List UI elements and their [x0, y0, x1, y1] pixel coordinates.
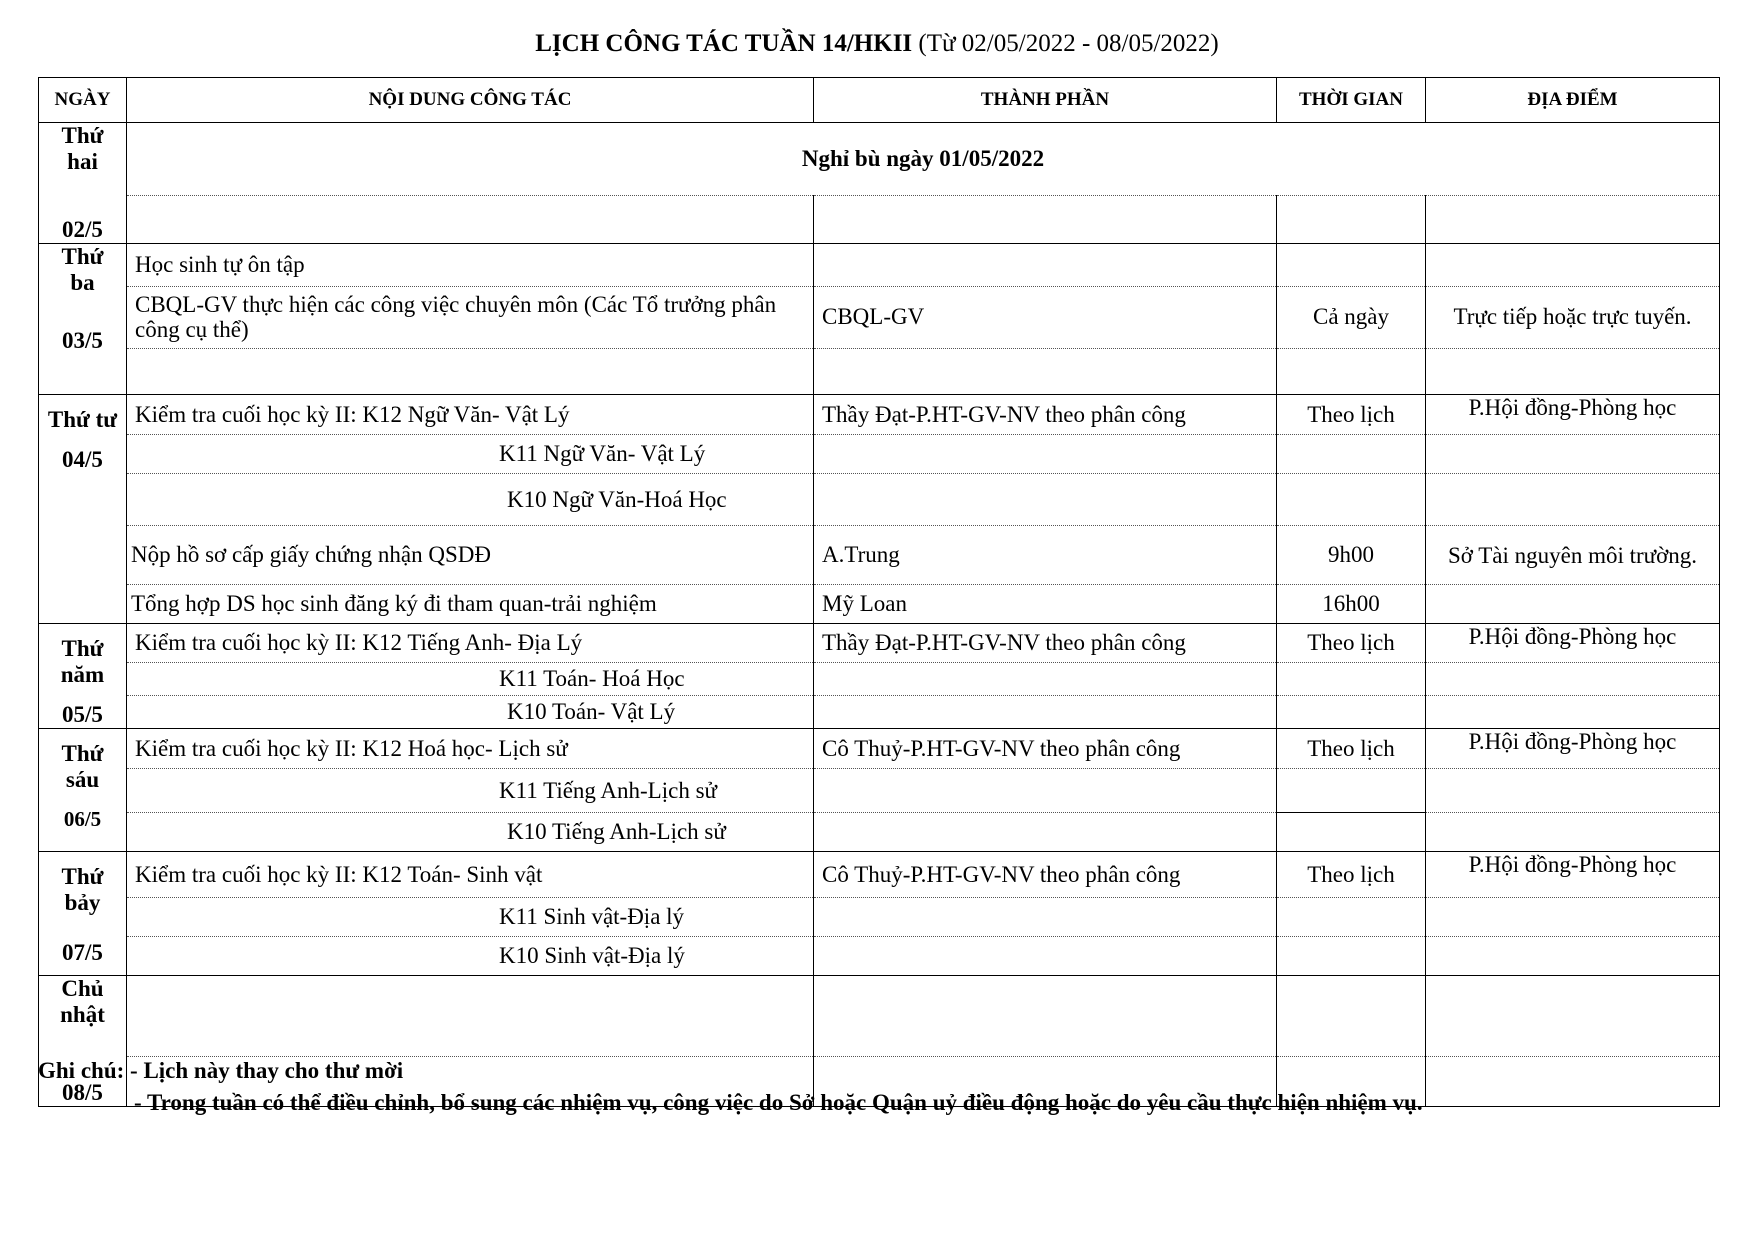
day-name: Thứ sáu: [61, 741, 104, 792]
task-members: [814, 244, 1277, 287]
task-members: A.Trung: [814, 526, 1277, 585]
table-row: [39, 769, 1720, 813]
day-date: 05/5: [62, 702, 103, 727]
day-date: 07/5: [62, 940, 103, 965]
day-cell-fri: [39, 729, 127, 852]
task-time: Theo lịch: [1277, 395, 1426, 435]
table-row: [39, 898, 1720, 937]
table-row: [39, 937, 1720, 976]
day-cell-mon: [39, 123, 127, 244]
title-range: (Từ 02/05/2022 - 08/05/2022): [918, 30, 1219, 57]
table-row: [39, 435, 1720, 474]
table-row: [39, 244, 1720, 287]
day-date: 08/5: [62, 1080, 103, 1105]
table-row: [39, 813, 1720, 852]
table-row: [39, 585, 1720, 624]
day-name: Thứ năm: [60, 636, 105, 687]
holiday-cell: Nghỉ bù ngày 01/05/2022: [127, 123, 1720, 196]
task-content: CBQL-GV thực hiện các công việc chuyên môn (Các Tổ trưởng phân công cụ thể): [127, 286, 814, 349]
task-time: Theo lịch: [1277, 852, 1426, 898]
task-members: Thầy Đạt-P.HT-GV-NV theo phân công: [814, 395, 1277, 435]
notes: [38, 1058, 1423, 1116]
task-place: Trực tiếp hoặc trực tuyến.: [1426, 286, 1720, 349]
day-name: Chủ nhật: [60, 976, 105, 1027]
title-main: LỊCH CÔNG TÁC TUẦN 14/HKII: [535, 30, 913, 57]
task-content: Kiểm tra cuối học kỳ II: K12 Hoá học- Lịch sử: [127, 729, 814, 769]
task-content: Kiểm tra cuối học kỳ II: K12 Ngữ Văn- Vật Lý: [127, 395, 814, 435]
table-row: [39, 395, 1720, 435]
table-row: [39, 663, 1720, 696]
day-date: 04/5: [62, 447, 103, 472]
day-cell-tue: [39, 244, 127, 395]
notes-label: Ghi chú:: [38, 1058, 125, 1083]
table-row: [39, 852, 1720, 898]
task-content: Tổng hợp DS học sinh đăng ký đi tham quan-trải nghiệm: [127, 585, 814, 624]
task-time: 16h00: [1277, 585, 1426, 624]
task-content: Kiểm tra cuối học kỳ II: K12 Toán- Sinh vật: [127, 852, 814, 898]
day-cell-thu: [39, 624, 127, 729]
task-content: K10 Ngữ Văn-Hoá Học: [127, 474, 814, 526]
col-header-day: NGÀY: [39, 78, 127, 123]
task-content: K11 Ngữ Văn- Vật Lý: [127, 435, 814, 474]
col-header-place: ĐỊA ĐIỂM: [1426, 78, 1720, 123]
table-row: [39, 976, 1720, 1057]
task-members: CBQL-GV: [814, 286, 1277, 349]
note-line-2: - Trong tuần có thể điều chỉnh, bổ sung các nhiệm vụ, công việc do Sở hoặc Quận uỷ điều động hoặc do yêu cầu thực hiện nhiệm vụ.: [134, 1090, 1423, 1115]
task-content: Nộp hồ sơ cấp giấy chứng nhận QSDĐ: [127, 526, 814, 585]
col-header-time: THỜI GIAN: [1277, 78, 1426, 123]
day-name: Thứ hai: [61, 123, 104, 174]
task-time: 9h00: [1277, 526, 1426, 585]
task-content: K10 Tiếng Anh-Lịch sử: [127, 813, 814, 852]
task-time: [1277, 244, 1426, 287]
table-row: [39, 624, 1720, 663]
task-content: Học sinh tự ôn tập: [127, 244, 814, 287]
day-date: 06/5: [63, 807, 102, 831]
task-time: Theo lịch: [1277, 624, 1426, 663]
task-content: K10 Sinh vật-Địa lý: [127, 937, 814, 976]
page-title: [0, 30, 1754, 58]
day-name: Thứ bảy: [61, 864, 104, 915]
col-header-members: THÀNH PHẦN: [814, 78, 1277, 123]
day-date: 02/5: [62, 217, 103, 242]
task-content: Kiểm tra cuối học kỳ II: K12 Tiếng Anh- Địa Lý: [127, 624, 814, 663]
task-place: P.Hội đồng-Phòng học: [1426, 729, 1720, 769]
header-row: [39, 78, 1720, 123]
task-place: P.Hội đồng-Phòng học: [1426, 395, 1720, 435]
table-row: [39, 696, 1720, 729]
day-name: Thứ ba: [61, 244, 104, 295]
table-row: [39, 349, 1720, 395]
schedule-table: [38, 77, 1720, 1107]
table-row: [39, 474, 1720, 526]
col-header-content: NỘI DUNG CÔNG TÁC: [127, 78, 814, 123]
task-time: Theo lịch: [1277, 729, 1426, 769]
task-members: Mỹ Loan: [814, 585, 1277, 624]
task-members: Cô Thuỷ-P.HT-GV-NV theo phân công: [814, 729, 1277, 769]
task-place: [1426, 585, 1720, 624]
task-content: K11 Tiếng Anh-Lịch sử: [127, 769, 814, 813]
task-members: Thầy Đạt-P.HT-GV-NV theo phân công: [814, 624, 1277, 663]
table-row: [39, 729, 1720, 769]
table-row: [39, 526, 1720, 585]
note-line-1: - Lịch này thay cho thư mời: [130, 1058, 404, 1083]
task-members: Cô Thuỷ-P.HT-GV-NV theo phân công: [814, 852, 1277, 898]
task-content: K11 Toán- Hoá Học: [127, 663, 814, 696]
task-place: P.Hội đồng-Phòng học: [1426, 852, 1720, 898]
day-cell-sat: [39, 852, 127, 976]
table-row: [39, 195, 1720, 243]
task-place: P.Hội đồng-Phòng học: [1426, 624, 1720, 663]
day-date: 03/5: [62, 328, 103, 353]
table-row: [39, 123, 1720, 196]
task-content: K10 Toán- Vật Lý: [127, 696, 814, 729]
day-cell-wed: [39, 395, 127, 624]
table-row: [39, 286, 1720, 349]
task-place: [1426, 244, 1720, 287]
task-time: Cả ngày: [1277, 286, 1426, 349]
day-name: Thứ tư: [47, 407, 118, 432]
task-content: K11 Sinh vật-Địa lý: [127, 898, 814, 937]
task-place: Sở Tài nguyên môi trường.: [1426, 526, 1720, 585]
